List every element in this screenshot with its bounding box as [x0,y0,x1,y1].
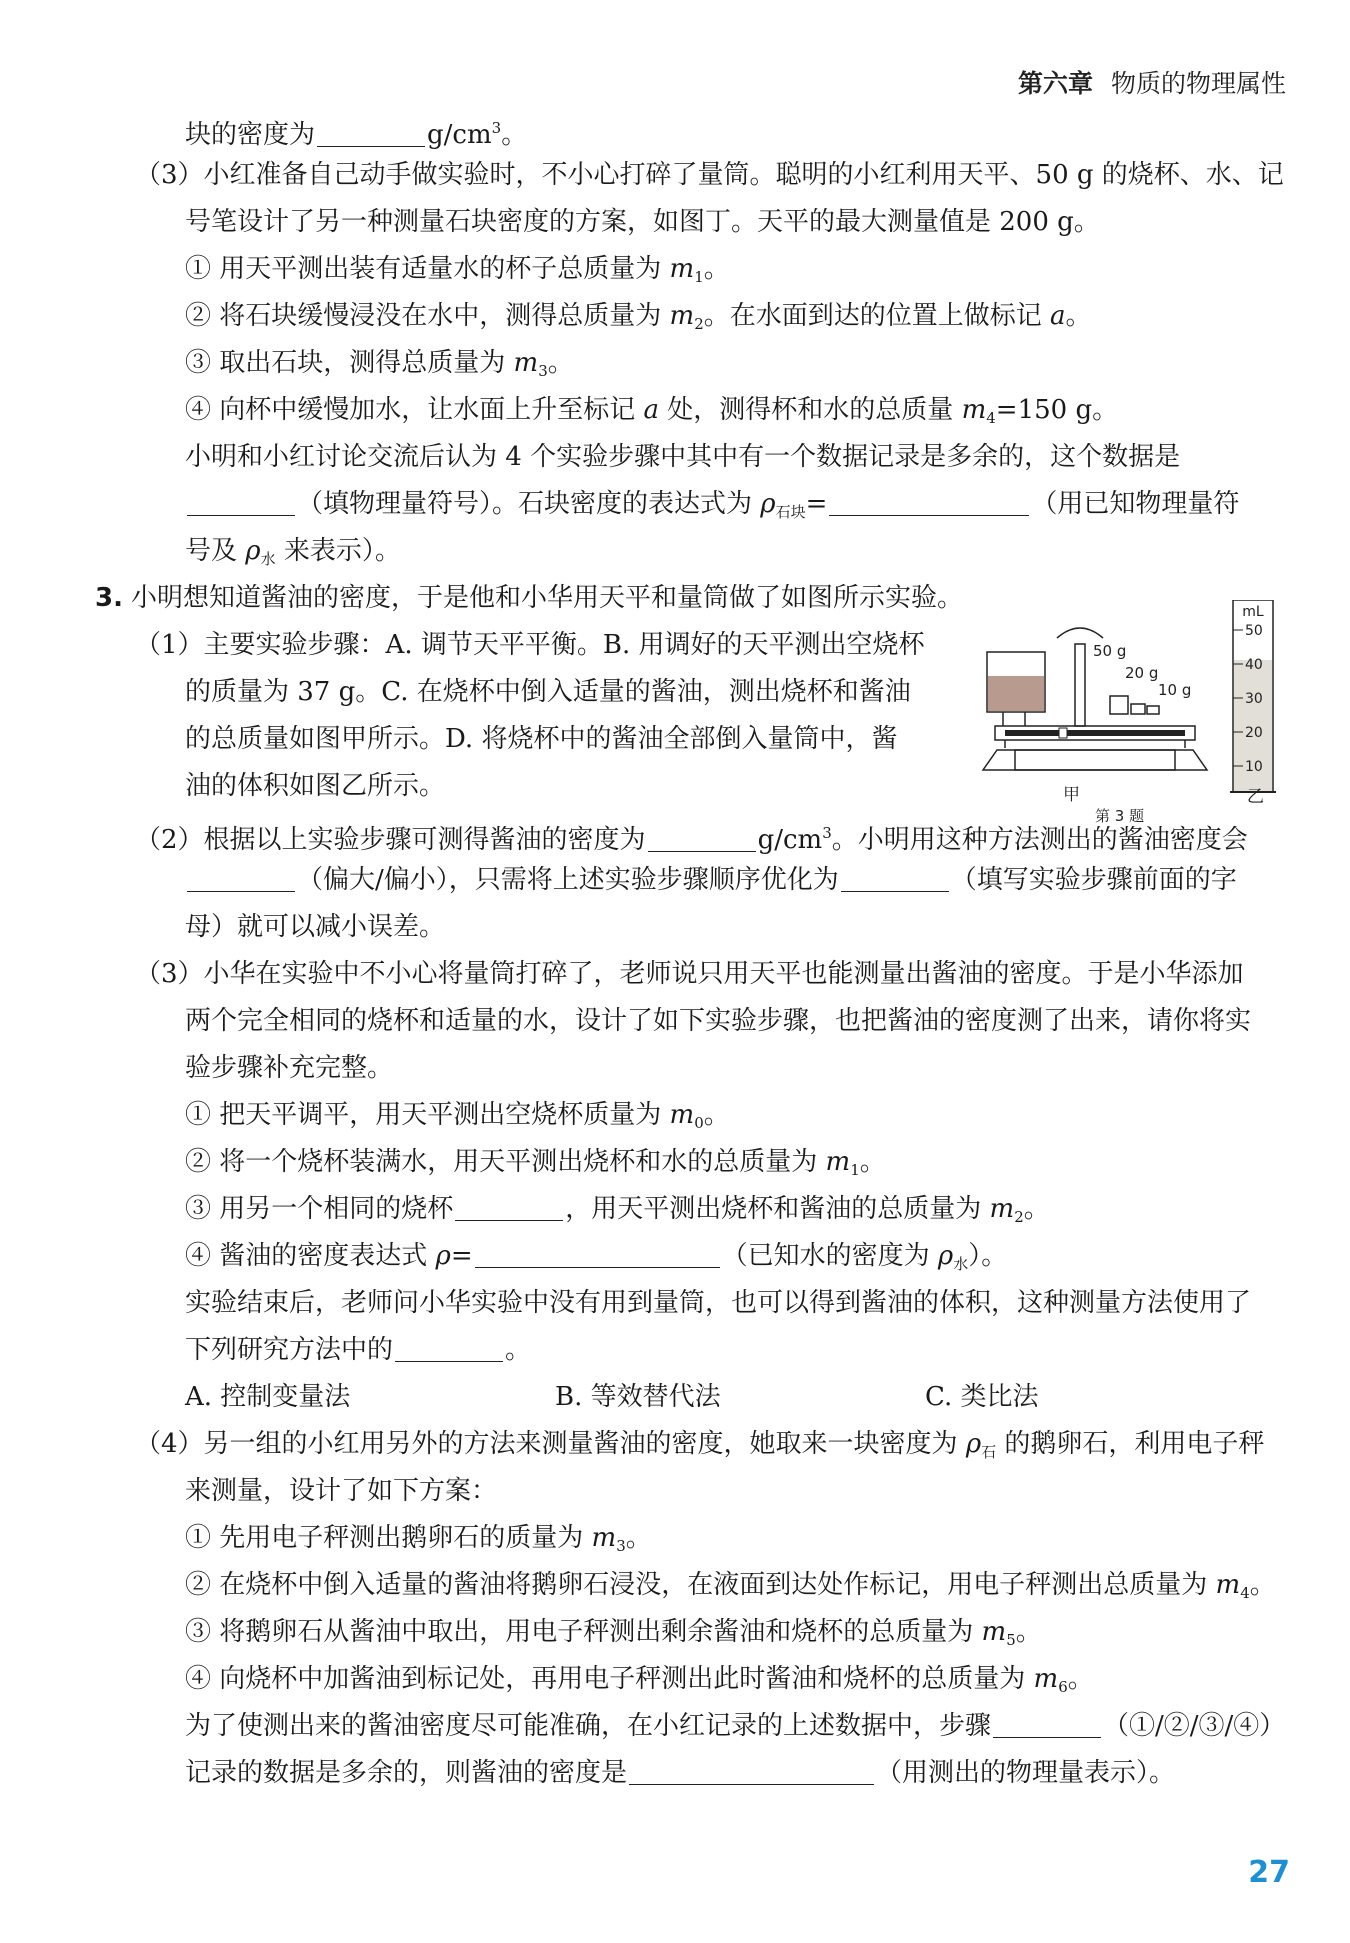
cylinder-tick-label: 50 [1245,623,1263,639]
subscript: 3 [616,1537,626,1555]
answer-blank[interactable] [993,1707,1101,1738]
step-line [95,341,1290,388]
step-line [95,1234,1290,1281]
unit: g/cm [427,120,492,150]
rider [1059,728,1067,738]
text-line [95,1328,1290,1375]
variable: m [669,1100,695,1130]
variable: m [669,254,695,284]
chapter-title: 物质的物理属性 [1110,69,1286,98]
cylinder-tick-label: 30 [1245,691,1263,707]
text-line [95,435,1290,482]
answer-blank[interactable] [629,1754,874,1785]
beaker [987,652,1045,712]
figure-caption: 第 3 题 [1095,807,1145,825]
weight-20-label: 20 g [1125,664,1159,682]
text-line [95,999,1290,1046]
superscript: 3 [822,824,832,842]
step-line [95,1187,1290,1234]
part-number: （2） [135,825,204,855]
text-line [95,1469,1290,1516]
balance-scale-bar [1005,730,1185,736]
rho-symbol: ρ [937,1241,954,1271]
step-line [95,1093,1290,1140]
text: 记录的数据是多余的，则酱油的密度是 [185,1758,628,1788]
rho-symbol: ρ [435,1241,451,1271]
text: 。 [703,1100,730,1130]
variable: m [1033,1664,1059,1694]
text: 。 [1065,301,1092,331]
answer-blank[interactable] [475,1237,720,1268]
answer-blank[interactable] [395,1331,503,1362]
part-number: （3） [135,959,204,989]
text: 的鹅卵石，利用电子秤 [996,1429,1265,1459]
text-line [95,1751,1290,1798]
step-line [95,388,1290,435]
step-line [95,1563,1290,1610]
answer-blank[interactable] [187,861,295,892]
text-line [95,200,1290,247]
options-line [95,1375,1290,1422]
cylinder-tick-label: 10 [1245,759,1263,775]
rho-symbol: ρ [760,489,776,519]
text: （填物理量符号）。石块密度的表达式为 [297,489,761,519]
part-number: （4） [135,1429,204,1459]
cylinder-unit: mL [1242,604,1264,620]
text: 为了使测出来的酱油密度尽可能准确，在小红记录的上述数据中，步骤 [185,1711,992,1741]
step-line [95,1610,1290,1657]
text: 。 [1023,1194,1050,1224]
text: 实验结束后，老师问小华实验中没有用到量筒，也可以得到酱油的体积，这种测量方法使用了 [185,1288,1252,1318]
part-number: （3） [135,160,204,190]
text: 。 [505,1335,532,1365]
text: 。 [625,1523,652,1553]
text: 。小明用这种方法测出的酱油密度会 [831,825,1248,855]
variable: m [989,1194,1015,1224]
text: 两个完全相同的烧杯和适量的水，设计了如下实验步骤，也把酱油的密度测了出来，请你将实 [185,1006,1252,1036]
text: 小红准备自己动手做实验时，不小心打碎了量筒。聪明的小红利用天平、50 g 的烧杯、水、记 [203,160,1284,190]
weight-50-label: 50 g [1093,642,1127,660]
answer-blank[interactable] [317,116,425,147]
text-line [95,1046,1290,1093]
step-line [95,294,1290,341]
text: 。 [501,120,528,150]
text: ① 把天平调平，用天平测出空烧杯质量为 [185,1100,670,1130]
unit: g/cm [757,825,823,855]
text: ③ 将鹅卵石从酱油中取出，用电子秤测出剩余酱油和烧杯的总质量为 [185,1617,982,1647]
text-line [95,952,1290,999]
text: ① 先用电子秤测出鹅卵石的质量为 [185,1523,592,1553]
text: ④ 向杯中缓慢加水，让水面上升至标记 [185,395,644,425]
text: 。 [859,1147,886,1177]
text: ③ 取出石块，测得总质量为 [185,348,514,378]
text-line [95,1704,1290,1751]
subscript: 1 [694,268,704,286]
text: 主要实验步骤：A. 调节天平平衡。B. 用调好的天平测出空烧杯 [203,630,925,660]
subscript: 3 [538,362,548,380]
option-b[interactable]: B. 等效替代法 [555,1382,721,1412]
figure-q3 [975,600,1295,830]
text: 来测量，设计了如下方案： [185,1476,498,1506]
subscript: 2 [1014,1208,1024,1226]
text-line [95,858,1290,905]
text: 。 [1015,1617,1042,1647]
text: = [805,489,828,519]
text: 小明想知道酱油的密度，于是他和小华用天平和量筒做了如图所示实验。 [130,583,963,613]
question-number: 3. [95,583,123,613]
text-line [95,106,1290,153]
text: 号笔设计了另一种测量石块密度的方案，如图丁。天平的最大测量值是 200 g。 [185,207,1100,237]
subscript: 2 [694,315,704,333]
text: ② 将一个烧杯装满水，用天平测出烧杯和水的总质量为 [185,1147,826,1177]
text: 。 [547,348,574,378]
text: （用已知物理量符 [1031,489,1240,519]
text: （已知水的密度为 [721,1241,938,1271]
label-jia: 甲 [1063,785,1080,805]
text: =150 g。 [995,395,1119,425]
text-line [95,1281,1290,1328]
text: 块的密度为 [185,120,316,150]
text: 另一组的小红用另外的方法来测量酱油的密度，她取来一块密度为 [203,1429,966,1459]
option-a[interactable]: A. 控制变量法 [185,1382,351,1412]
weight-10-label: 10 g [1158,681,1192,699]
rho-symbol: ρ [965,1429,982,1459]
superscript: 3 [491,119,502,137]
subscript: 1 [850,1161,860,1179]
label-yi: 乙 [1247,787,1264,807]
answer-blank[interactable] [829,485,1029,516]
text: 的总质量如图甲所示。D. 将烧杯中的酱油全部倒入量筒中，酱 [185,724,898,754]
variable: a [1050,301,1066,331]
text: 小明和小红讨论交流后认为 4 个实验步骤中其中有一个数据记录是多余的，这个数据是 [185,442,1181,472]
text: 母）就可以减小误差。 [185,912,446,942]
text: 。在水面到达的位置上做标记 [703,301,1050,331]
text: （①/②/③/④） [1103,1711,1286,1741]
subscript: 6 [1058,1678,1068,1696]
text: 的质量为 37 g。C. 在烧杯中倒入适量的酱油，测出烧杯和酱油 [185,677,911,707]
variable: a [643,395,660,425]
part-number: （1） [135,630,204,660]
subscript: 4 [1240,1584,1250,1602]
chapter-label: 第六章 [1017,69,1093,98]
page-content [95,106,1290,1798]
text: 根据以上实验步骤可测得酱油的密度为 [203,825,646,855]
variable: m [961,395,987,425]
subscript: 0 [694,1114,704,1132]
cylinder-tick-label: 40 [1245,657,1263,673]
subscript: 石块 [775,503,806,521]
text: 号及 [185,536,246,566]
text: 。 [1249,1570,1276,1600]
text: 来表示）。 [275,536,401,566]
text: 小华在实验中不小心将量筒打碎了，老师说只用天平也能测量出酱油的密度。于是小华添加 [203,959,1244,989]
subscript: 5 [1006,1631,1016,1649]
text: ② 将石块缓慢浸没在水中，测得总质量为 [185,301,670,331]
text: ④ 酱油的密度表达式 [185,1241,436,1271]
text-line [95,482,1290,529]
variable: m [1215,1570,1241,1600]
text: （用测出的物理量表示）。 [876,1758,1176,1788]
answer-blank[interactable] [455,1190,563,1221]
text: ① 用天平测出装有适量水的杯子总质量为 [185,254,670,284]
text: = [450,1241,473,1271]
subscript: 4 [986,409,996,427]
text: ④ 向烧杯中加酱油到标记处，再用电子秤测出此时酱油和烧杯的总质量为 [185,1664,1034,1694]
text: ② 在烧杯中倒入适量的酱油将鹅卵石浸没，在液面到达处作标记，用电子秤测出总质量为 [185,1570,1216,1600]
text: 。 [1067,1664,1094,1694]
step-line [95,1657,1290,1704]
step-line [95,247,1290,294]
text: ）。 [968,1241,1008,1271]
text-line [95,529,1290,576]
step-line [95,1140,1290,1187]
subscript: 水 [953,1255,969,1273]
step-line [95,1516,1290,1563]
answer-blank[interactable] [187,485,295,516]
text-line [95,153,1290,200]
answer-blank[interactable] [648,821,756,852]
cylinder-tick-label: 20 [1245,725,1263,741]
text: 下列研究方法中的 [185,1335,394,1365]
text: 处，测得杯和水的总质量 [659,395,962,425]
text: ③ 用另一个相同的烧杯 [185,1194,454,1224]
variable: m [513,348,539,378]
variable: m [669,301,695,331]
variable: m [981,1617,1007,1647]
page-number: 27 [1248,1855,1290,1890]
text: 。 [703,254,730,284]
text: （填写实验步骤前面的字 [950,865,1237,895]
answer-blank[interactable] [841,861,949,892]
text: ，用天平测出烧杯和酱油的总质量为 [565,1194,990,1224]
rho-symbol: ρ [245,536,261,566]
text: 验步骤补充完整。 [185,1053,394,1083]
text: （偏大/偏小），只需将上述实验步骤顺序优化为 [297,865,839,895]
subscript: 水 [260,550,276,568]
text-line [95,905,1290,952]
subscript: 石 [981,1443,997,1461]
option-c[interactable]: C. 类比法 [925,1382,1039,1412]
variable: m [825,1147,851,1177]
text: 油的体积如图乙所示。 [185,771,446,801]
variable: m [591,1523,617,1553]
text-line [95,1422,1290,1469]
page-header [1018,64,1286,100]
weights [1110,696,1159,714]
